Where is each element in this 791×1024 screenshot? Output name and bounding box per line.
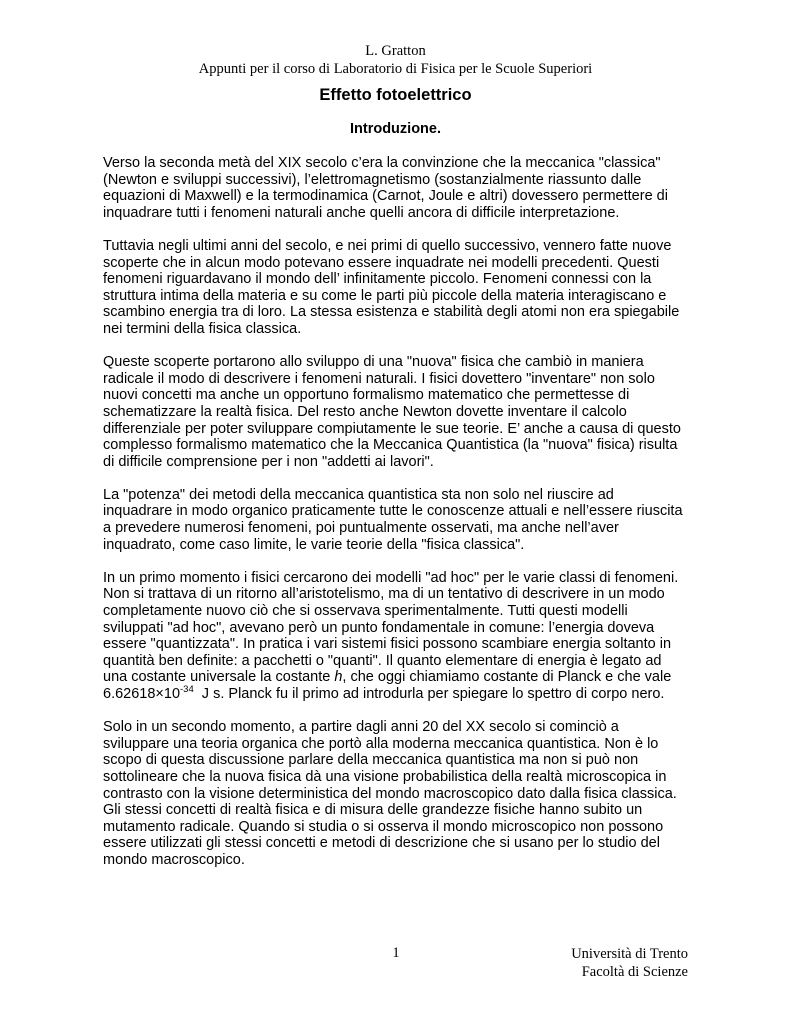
text-line: a prevedere numerosi fenomeni, poi puntualmente osservati, ma anche nell’aver (103, 520, 619, 537)
text-line: Non si trattava di un ritorno all’aristotelismo, ma di un tentativo di descrivere in un modo (103, 586, 665, 603)
text-line: equazioni di Maxwell) e la termodinamica (Carnot, Joule e altri) dovessero permettere di (103, 188, 668, 205)
text-line: inquadrato, come caso limite, le varie teorie della "fisica classica". (103, 536, 525, 553)
planck-exponent: -34 (180, 684, 194, 695)
text-line: Queste scoperte portarono allo sviluppo di una "nuova" fisica che cambiò in maniera (103, 354, 644, 371)
document-title: Effetto fotoelettrico (319, 86, 472, 104)
paragraph-5 (103, 570, 703, 703)
header-course: Appunti per il corso di Laboratorio di Fisica per le Scuole Superiori (198, 61, 593, 77)
paragraph-2 (103, 238, 703, 338)
paragraph-6 (103, 719, 703, 868)
text-line: sviluppare una teoria organica che portò alla moderna meccanica quantistica. Non è lo (103, 735, 659, 752)
text-line: sviluppati "ad hoc", avevano però un punto fondamentale in comune: l’energia doveva (103, 619, 655, 636)
text-line: mutamento radicale. Quando si studia o si osserva il mondo microscopico non possono (103, 818, 664, 835)
text-line: struttura intima della materia e su come le parti più piccole della materia interagiscano e (103, 287, 667, 304)
section-title: Introduzione. (349, 121, 441, 137)
text-line: Tuttavia negli ultimi anni del secolo, e nei primi di quello successivo, vennero fatte nuove (103, 237, 672, 254)
text-line: complesso formalismo matematico che la Meccanica Quantistica (la "nuova" fisica) risulta (103, 437, 678, 454)
text-fragment: J s. Planck fu il primo ad introdurla per spiegare lo spettro di corpo nero. (193, 686, 665, 702)
text-line: inquadrare in modo organico praticamente tutte le conoscenze attuali e nell’essere riuscita (103, 503, 683, 520)
text-line: quantità ben definite: a pacchetti o "quanti". Il quanto elementare di energia è legato ad (103, 652, 662, 669)
header-author: L. Gratton (365, 43, 426, 59)
text-line: scopo di questa discussione parlare della meccanica quantistica ma non si può non (103, 752, 639, 769)
document-body (103, 155, 703, 885)
text-line: mondo macroscopico. (103, 851, 245, 868)
text-line: Gli stessi concetti di realtà fisica e di misura delle grandezze fisiche hanno subito un (103, 802, 643, 819)
text-line: differenziale per poter sviluppare compiutamente le sue teorie. E’ anche a causa di questo (103, 420, 681, 437)
text-line: completamente nuovo ciò che si osservava sperimentalmente. Tutti questi modelli (103, 603, 628, 620)
text-line: nei termini della fisica classica. (103, 320, 302, 337)
text-line: La "potenza" dei metodi della meccanica quantistica sta non solo nel riuscire ad (103, 486, 614, 503)
text-line: Solo in un secondo momento, a partire dagli anni 20 del XX secolo si cominciò a (103, 719, 619, 736)
page-number: 1 (392, 945, 400, 961)
text-line: In un primo momento i fisici cercarono dei modelli "ad hoc" per le varie classi di fenomeni. (103, 569, 679, 586)
footer-university: Università di Trento (571, 946, 688, 962)
text-line: contrasto con la visione deterministica del mondo macroscopico dato dalla fisica classica. (103, 785, 677, 802)
text-fragment: , che oggi chiamiamo costante di Planck e che vale (342, 669, 672, 686)
text-line: Verso la seconda metà del XIX secolo c’era la convinzione che la meccanica "classica" (103, 155, 661, 171)
text-line-planck-value (103, 686, 703, 703)
paragraph-4 (103, 487, 703, 553)
page-header (0, 42, 791, 78)
footer-faculty: Facoltà di Scienze (581, 964, 688, 980)
text-line: radicale il modo di descrivere i fenomeni naturali. I fisici dovettero "inventare" non solo (103, 370, 655, 387)
text-line: scoperte che in alcun modo potevano essere inquadrate nei modelli precedenti. Questi (103, 254, 660, 271)
text-line: essere "quantizzata". In pratica i vari sistemi fisici possono scambiare energia soltanto in (103, 636, 672, 653)
text-line: scambino energia tra di loro. La stessa esistenza e stabilità degli atomi non era spiegabile (103, 304, 680, 321)
planck-value: 6.62618×10 (103, 686, 181, 702)
text-line: di difficile comprensione per i non "addetti ai lavori". (103, 453, 434, 470)
text-line: (Newton e sviluppi successivi), l’elettromagnetismo (sostanzialmente riassunto dalle (103, 171, 642, 188)
paragraph-1 (103, 155, 703, 221)
text-line: nuovi concetti ma anche un opportuno formalismo matematico che permettesse di (103, 387, 630, 404)
text-line: schematizzare la realtà fisica. Del resto anche Newton dovette inventare il calcolo (103, 403, 627, 420)
text-line: inquadrare tutti i fenomeni naturali anche quelli ancora di difficile interpretazione. (103, 204, 620, 221)
text-line: fenomeni riguardavano il mondo dell’ infinitamente piccolo. Fenomeni connessi con la (103, 271, 652, 288)
paragraph-3 (103, 354, 703, 470)
text-line: sottolineare che la nuova fisica dà una visione probabilistica della realtà microscopica in (103, 768, 667, 785)
page-footer (571, 945, 688, 981)
planck-symbol: h (334, 669, 343, 686)
text-line: essere utilizzati gli stessi concetti e metodi di descrizione che si usano per lo studio del (103, 835, 660, 852)
text-fragment: una costante universale la costante (103, 669, 335, 686)
